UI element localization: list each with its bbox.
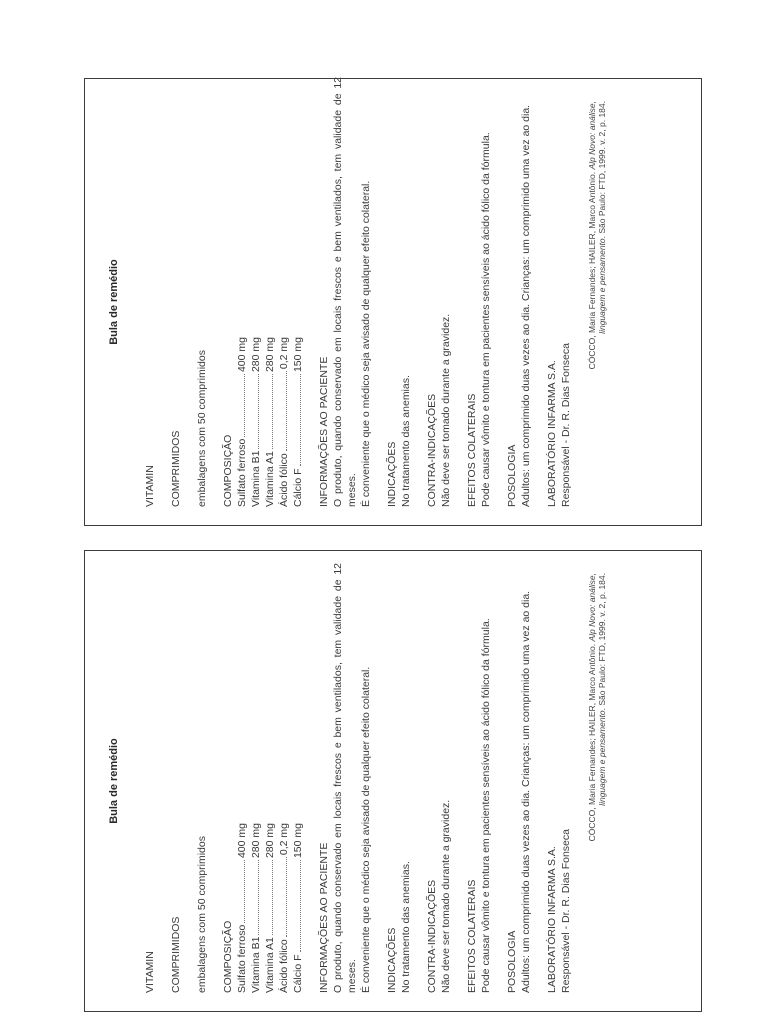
indications-heading: INDICAÇÕES [386, 441, 398, 507]
source-credit [587, 569, 607, 993]
contraindications-heading: CONTRA-INDICAÇÕES [426, 879, 438, 993]
composition-row [291, 337, 305, 507]
credit-publisher: . São Paulo: FTD, 1999. v. 2, p. 184. [597, 573, 607, 711]
composition-row [249, 823, 263, 993]
leaflet-content-bottom [85, 551, 703, 1013]
ingredient-name: Vitamina A1 [264, 451, 276, 507]
leaflet-content-top [85, 79, 703, 527]
credit-publisher: . São Paulo: FTD, 1999. v. 2, p. 184. [597, 101, 607, 239]
responsible-pharmacist: Responsável - Dr. R. Dias Fonseca [560, 829, 572, 993]
credit-book-title: Alp Novo: análise, [587, 101, 597, 170]
side-effects-heading: EFEITOS COLATERAIS [466, 879, 478, 993]
laboratory-name: LABORATÓRIO INFARMA S.A. [546, 360, 558, 507]
laboratory-name: LABORATÓRIO INFARMA S.A. [546, 846, 558, 993]
product-form: COMPRIMIDOS [170, 916, 182, 993]
ingredient-name: Cálcio F [292, 954, 304, 993]
leaflet-frame-bottom [84, 550, 702, 1012]
posology-text: Adultos: um comprimido duas vezes ao dia. Crianças: um comprimido uma vez ao dia. [520, 104, 532, 507]
composition-row [263, 823, 277, 993]
info-text: O produto, quando conservado em locais frescos e bem ventilados, tem validade de 12 meses. [332, 563, 358, 993]
contraindications-text: Não deve ser tomado durante a gravidez. [440, 313, 452, 507]
composition-row [291, 823, 305, 993]
leader-dots [291, 374, 301, 466]
ingredient-amount: 150 mg [292, 823, 304, 859]
ingredient-amount: 0,2 mg [278, 823, 290, 856]
info-text-2: É conveniente que o médico seja avisado de qualquer efeito colateral. [360, 666, 372, 993]
ingredient-name: Vitamina A1 [264, 937, 276, 993]
posology-heading: POSOLOGIA [506, 930, 518, 993]
product-name: VITAMIN [144, 951, 156, 993]
leader-dots [235, 860, 245, 923]
leader-dots [249, 374, 259, 449]
ingredient-name: Sulfato ferroso [236, 438, 248, 507]
posology-text: Adultos: um comprimido duas vezes ao dia. Crianças: um comprimido uma vez ao dia. [520, 590, 532, 993]
credit-authors: CÓCCO, Maria Fernandes; HAILER, Marco Antônio. [587, 169, 597, 370]
info-heading: INFORMAÇÕES AO PACIENTE [318, 356, 330, 507]
composition-row [263, 337, 277, 507]
ingredient-name: Ácido fólico [278, 453, 290, 507]
contraindications-text: Não deve ser tomado durante a gravidez. [440, 799, 452, 993]
leader-dots [291, 860, 301, 952]
composition-row [235, 823, 249, 993]
credit-authors: CÓCCO, Maria Fernandes; HAILER, Marco Antônio. [587, 641, 597, 842]
side-effects-text: Pode causar vômito e tontura em pacientes sensíveis ao ácido fólico da fórmula. [480, 132, 492, 507]
leaflet-frame-top [84, 78, 702, 526]
indications-text: No tratamento das anemias. [400, 861, 412, 993]
composition-heading: COMPOSIÇÃO [222, 434, 234, 507]
ingredient-name: Cálcio F [292, 468, 304, 507]
product-form: COMPRIMIDOS [170, 430, 182, 507]
info-text: O produto, quando conservado em locais frescos e bem ventilados, tem validade de 12 meses. [332, 77, 358, 507]
side-effects-text: Pode causar vômito e tontura em pacientes sensíveis ao ácido fólico da fórmula. [480, 618, 492, 993]
leader-dots [263, 860, 273, 935]
contraindications-heading: CONTRA-INDICAÇÕES [426, 393, 438, 507]
info-text-2: É conveniente que o médico seja avisado de qualquer efeito colateral. [360, 180, 372, 507]
credit-book-title: Alp Novo: análise, [587, 573, 597, 642]
ingredient-amount: 150 mg [292, 337, 304, 373]
ingredient-amount: 400 mg [236, 823, 248, 859]
leader-dots [249, 860, 259, 935]
packaging-text: embalagens com 50 comprimidos [196, 350, 208, 507]
ingredient-name: Ácido fólico [278, 939, 290, 993]
responsible-pharmacist: Responsável - Dr. R. Dias Fonseca [560, 343, 572, 507]
ingredient-amount: 280 mg [264, 337, 276, 373]
ingredient-amount: 280 mg [264, 823, 276, 859]
leader-dots [263, 374, 273, 449]
ingredient-name: Vitamina B1 [250, 450, 262, 507]
product-name: VITAMIN [144, 465, 156, 507]
composition-row [249, 337, 263, 507]
composition-row [277, 337, 291, 507]
leader-dots [277, 857, 287, 937]
ingredient-amount: 280 mg [250, 337, 262, 373]
source-credit [587, 97, 607, 507]
leader-dots [235, 374, 245, 437]
ingredient-amount: 400 mg [236, 337, 248, 373]
ingredient-name: Sulfato ferroso [236, 924, 248, 993]
ingredient-name: Vitamina B1 [250, 936, 262, 993]
ingredient-amount: 280 mg [250, 823, 262, 859]
posology-heading: POSOLOGIA [506, 444, 518, 507]
composition-row [277, 823, 291, 993]
composition-row [235, 337, 249, 507]
indications-heading: INDICAÇÕES [386, 927, 398, 993]
indications-text: No tratamento das anemias. [400, 375, 412, 507]
leaflet-title: Bula de remédio [108, 259, 120, 345]
side-effects-heading: EFEITOS COLATERAIS [466, 393, 478, 507]
leaflet-title: Bula de remédio [108, 738, 120, 824]
packaging-text: embalagens com 50 comprimidos [196, 836, 208, 993]
credit-book-subtitle: linguagem e pensamento [597, 238, 607, 334]
composition-heading: COMPOSIÇÃO [222, 920, 234, 993]
ingredient-amount: 0,2 mg [278, 337, 290, 370]
credit-book-subtitle: linguagem e pensamento [597, 710, 607, 806]
leader-dots [277, 371, 287, 451]
info-heading: INFORMAÇÕES AO PACIENTE [318, 842, 330, 993]
